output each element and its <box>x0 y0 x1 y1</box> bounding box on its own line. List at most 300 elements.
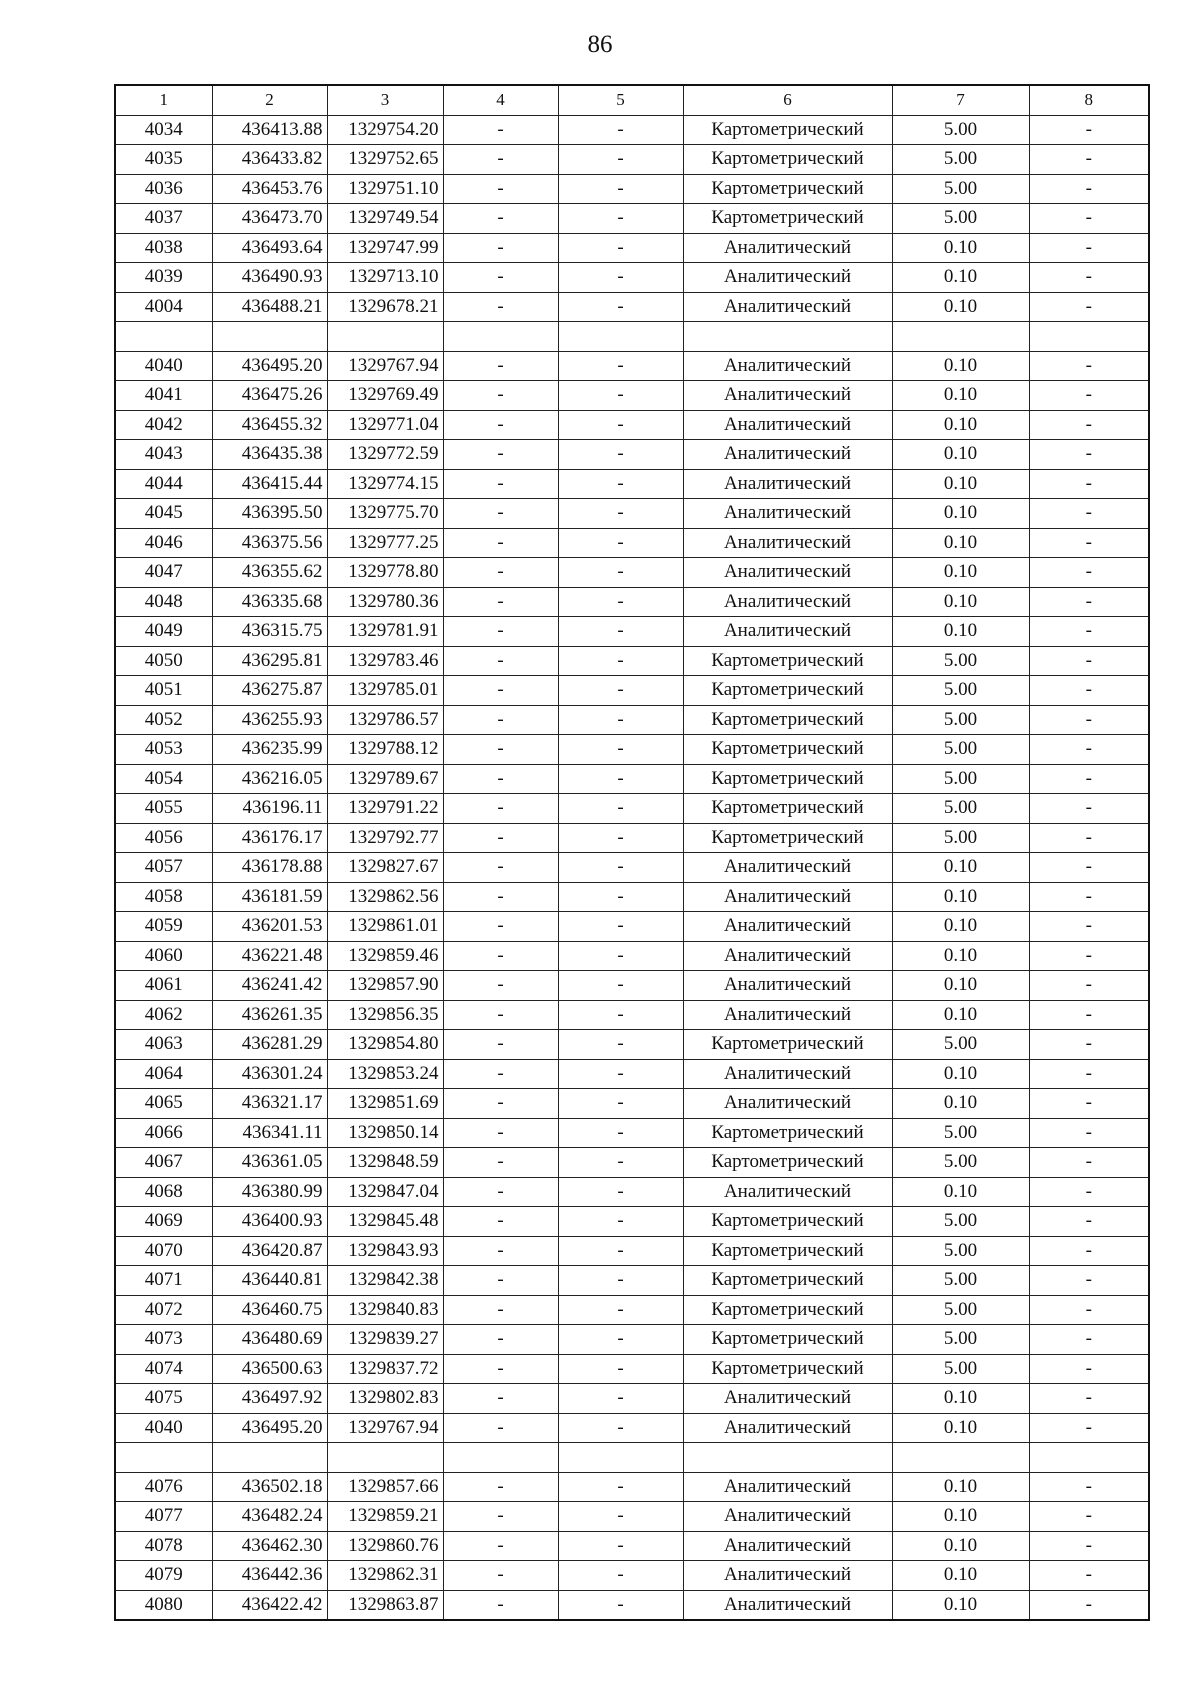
y-coordinate-cell <box>327 322 443 352</box>
accuracy-cell: 5.00 <box>892 1295 1029 1325</box>
column-4-cell: - <box>443 1177 558 1207</box>
column-4-cell: - <box>443 1502 558 1532</box>
x-coordinate-cell: 436181.59 <box>212 882 327 912</box>
x-coordinate-cell: 436275.87 <box>212 676 327 706</box>
column-header: 5 <box>558 85 683 115</box>
method-cell: Картометрический <box>683 1354 892 1384</box>
y-coordinate-cell: 1329789.67 <box>327 764 443 794</box>
method-cell: Аналитический <box>683 617 892 647</box>
table-blank-row <box>115 322 1149 352</box>
point-number-cell: 4044 <box>115 469 212 499</box>
table-row <box>115 941 1149 971</box>
table-row <box>115 823 1149 853</box>
column-5-cell: - <box>558 971 683 1001</box>
column-5-cell: - <box>558 1295 683 1325</box>
x-coordinate-cell: 436495.20 <box>212 1413 327 1443</box>
y-coordinate-cell: 1329747.99 <box>327 233 443 263</box>
table-row <box>115 381 1149 411</box>
column-4-cell: - <box>443 1590 558 1620</box>
column-8-cell <box>1029 1443 1149 1473</box>
point-number-cell: 4062 <box>115 1000 212 1030</box>
column-5-cell: - <box>558 381 683 411</box>
x-coordinate-cell: 436497.92 <box>212 1384 327 1414</box>
column-5-cell: - <box>558 1207 683 1237</box>
accuracy-cell: 5.00 <box>892 115 1029 145</box>
y-coordinate-cell: 1329860.76 <box>327 1531 443 1561</box>
y-coordinate-cell: 1329843.93 <box>327 1236 443 1266</box>
point-number-cell: 4054 <box>115 764 212 794</box>
point-number-cell: 4072 <box>115 1295 212 1325</box>
x-coordinate-cell: 436216.05 <box>212 764 327 794</box>
point-number-cell <box>115 1443 212 1473</box>
table-row <box>115 1148 1149 1178</box>
accuracy-cell: 5.00 <box>892 174 1029 204</box>
accuracy-cell: 0.10 <box>892 853 1029 883</box>
method-cell <box>683 1443 892 1473</box>
column-5-cell: - <box>558 1590 683 1620</box>
point-number-cell: 4050 <box>115 646 212 676</box>
column-4-cell: - <box>443 823 558 853</box>
column-4-cell: - <box>443 1148 558 1178</box>
column-8-cell: - <box>1029 174 1149 204</box>
method-cell: Картометрический <box>683 1118 892 1148</box>
y-coordinate-cell: 1329859.46 <box>327 941 443 971</box>
point-number-cell: 4048 <box>115 587 212 617</box>
x-coordinate-cell: 436475.26 <box>212 381 327 411</box>
point-number-cell: 4076 <box>115 1472 212 1502</box>
accuracy-cell: 0.10 <box>892 1089 1029 1119</box>
accuracy-cell: 0.10 <box>892 558 1029 588</box>
table-row <box>115 469 1149 499</box>
accuracy-cell: 5.00 <box>892 646 1029 676</box>
column-5-cell: - <box>558 1384 683 1414</box>
column-4-cell: - <box>443 1266 558 1296</box>
column-5-cell: - <box>558 499 683 529</box>
column-header: 8 <box>1029 85 1149 115</box>
column-8-cell: - <box>1029 1354 1149 1384</box>
x-coordinate-cell: 436235.99 <box>212 735 327 765</box>
column-4-cell: - <box>443 410 558 440</box>
point-number-cell: 4051 <box>115 676 212 706</box>
method-cell: Картометрический <box>683 1295 892 1325</box>
y-coordinate-cell <box>327 1443 443 1473</box>
column-5-cell: - <box>558 233 683 263</box>
table-row <box>115 1590 1149 1620</box>
point-number-cell: 4045 <box>115 499 212 529</box>
y-coordinate-cell: 1329847.04 <box>327 1177 443 1207</box>
x-coordinate-cell: 436500.63 <box>212 1354 327 1384</box>
column-5-cell: - <box>558 882 683 912</box>
column-8-cell: - <box>1029 882 1149 912</box>
y-coordinate-cell: 1329752.65 <box>327 145 443 175</box>
column-4-cell: - <box>443 528 558 558</box>
column-5-cell: - <box>558 204 683 234</box>
table-row <box>115 1472 1149 1502</box>
y-coordinate-cell: 1329775.70 <box>327 499 443 529</box>
accuracy-cell: 5.00 <box>892 1207 1029 1237</box>
x-coordinate-cell: 436462.30 <box>212 1531 327 1561</box>
method-cell: Картометрический <box>683 705 892 735</box>
column-8-cell: - <box>1029 1384 1149 1414</box>
page-number: 86 <box>587 31 613 58</box>
point-number-cell: 4040 <box>115 1413 212 1443</box>
accuracy-cell: 0.10 <box>892 1000 1029 1030</box>
accuracy-cell: 0.10 <box>892 971 1029 1001</box>
point-number-cell: 4079 <box>115 1561 212 1591</box>
method-cell: Аналитический <box>683 410 892 440</box>
column-5-cell: - <box>558 676 683 706</box>
column-8-cell: - <box>1029 941 1149 971</box>
y-coordinate-cell: 1329751.10 <box>327 174 443 204</box>
coordinates-table <box>114 84 1150 1621</box>
x-coordinate-cell: 436482.24 <box>212 1502 327 1532</box>
column-5-cell: - <box>558 558 683 588</box>
method-cell: Картометрический <box>683 145 892 175</box>
y-coordinate-cell: 1329771.04 <box>327 410 443 440</box>
y-coordinate-cell: 1329862.56 <box>327 882 443 912</box>
point-number-cell: 4049 <box>115 617 212 647</box>
column-5-cell: - <box>558 1148 683 1178</box>
table-row <box>115 528 1149 558</box>
table-row <box>115 1000 1149 1030</box>
method-cell: Аналитический <box>683 912 892 942</box>
column-4-cell: - <box>443 1059 558 1089</box>
column-5-cell: - <box>558 1531 683 1561</box>
column-4-cell: - <box>443 941 558 971</box>
column-8-cell: - <box>1029 764 1149 794</box>
x-coordinate-cell: 436341.11 <box>212 1118 327 1148</box>
column-8-cell: - <box>1029 263 1149 293</box>
column-8-cell: - <box>1029 1089 1149 1119</box>
accuracy-cell: 5.00 <box>892 794 1029 824</box>
column-4-cell: - <box>443 263 558 293</box>
table-row <box>115 676 1149 706</box>
accuracy-cell: 0.10 <box>892 882 1029 912</box>
accuracy-cell: 5.00 <box>892 1148 1029 1178</box>
x-coordinate-cell: 436420.87 <box>212 1236 327 1266</box>
y-coordinate-cell: 1329851.69 <box>327 1089 443 1119</box>
table-row <box>115 1118 1149 1148</box>
table-row <box>115 1177 1149 1207</box>
column-4-cell: - <box>443 1413 558 1443</box>
y-coordinate-cell: 1329854.80 <box>327 1030 443 1060</box>
column-4-cell: - <box>443 204 558 234</box>
accuracy-cell: 5.00 <box>892 1266 1029 1296</box>
point-number-cell: 4039 <box>115 263 212 293</box>
table-blank-row <box>115 1443 1149 1473</box>
y-coordinate-cell: 1329856.35 <box>327 1000 443 1030</box>
column-5-cell <box>558 1443 683 1473</box>
accuracy-cell: 0.10 <box>892 1177 1029 1207</box>
y-coordinate-cell: 1329857.66 <box>327 1472 443 1502</box>
method-cell: Картометрический <box>683 1325 892 1355</box>
x-coordinate-cell: 436241.42 <box>212 971 327 1001</box>
table-row <box>115 912 1149 942</box>
column-8-cell: - <box>1029 617 1149 647</box>
x-coordinate-cell: 436455.32 <box>212 410 327 440</box>
column-4-cell: - <box>443 1089 558 1119</box>
method-cell: Картометрический <box>683 764 892 794</box>
table-row <box>115 1295 1149 1325</box>
column-4-cell: - <box>443 1531 558 1561</box>
coordinates-table-container <box>114 84 1148 1621</box>
x-coordinate-cell: 436473.70 <box>212 204 327 234</box>
accuracy-cell: 0.10 <box>892 941 1029 971</box>
column-5-cell: - <box>558 1118 683 1148</box>
point-number-cell: 4058 <box>115 882 212 912</box>
x-coordinate-cell: 436395.50 <box>212 499 327 529</box>
accuracy-cell: 5.00 <box>892 1236 1029 1266</box>
x-coordinate-cell: 436196.11 <box>212 794 327 824</box>
column-4-cell: - <box>443 705 558 735</box>
column-5-cell: - <box>558 617 683 647</box>
column-4-cell: - <box>443 1207 558 1237</box>
column-8-cell: - <box>1029 351 1149 381</box>
column-4-cell: - <box>443 912 558 942</box>
column-8-cell: - <box>1029 1236 1149 1266</box>
y-coordinate-cell: 1329769.49 <box>327 381 443 411</box>
x-coordinate-cell: 436315.75 <box>212 617 327 647</box>
column-4-cell: - <box>443 174 558 204</box>
column-8-cell: - <box>1029 1148 1149 1178</box>
accuracy-cell: 5.00 <box>892 1325 1029 1355</box>
point-number-cell: 4075 <box>115 1384 212 1414</box>
table-row <box>115 1266 1149 1296</box>
column-4-cell: - <box>443 853 558 883</box>
accuracy-cell: 0.10 <box>892 1531 1029 1561</box>
y-coordinate-cell: 1329785.01 <box>327 676 443 706</box>
y-coordinate-cell: 1329859.21 <box>327 1502 443 1532</box>
table-row <box>115 1384 1149 1414</box>
table-row <box>115 440 1149 470</box>
accuracy-cell <box>892 1443 1029 1473</box>
x-coordinate-cell <box>212 1443 327 1473</box>
point-number-cell: 4078 <box>115 1531 212 1561</box>
column-5-cell: - <box>558 1354 683 1384</box>
accuracy-cell: 0.10 <box>892 617 1029 647</box>
point-number-cell: 4063 <box>115 1030 212 1060</box>
y-coordinate-cell: 1329802.83 <box>327 1384 443 1414</box>
table-row <box>115 1325 1149 1355</box>
column-8-cell: - <box>1029 233 1149 263</box>
table-body <box>115 115 1149 1620</box>
method-cell: Аналитический <box>683 558 892 588</box>
accuracy-cell: 0.10 <box>892 912 1029 942</box>
point-number-cell: 4064 <box>115 1059 212 1089</box>
method-cell: Аналитический <box>683 381 892 411</box>
column-8-cell: - <box>1029 912 1149 942</box>
accuracy-cell: 0.10 <box>892 263 1029 293</box>
column-4-cell: - <box>443 1384 558 1414</box>
column-5-cell: - <box>558 1236 683 1266</box>
column-5-cell: - <box>558 1472 683 1502</box>
accuracy-cell: 0.10 <box>892 1413 1029 1443</box>
table-row <box>115 233 1149 263</box>
x-coordinate-cell: 436440.81 <box>212 1266 327 1296</box>
table-row <box>115 174 1149 204</box>
x-coordinate-cell: 436493.64 <box>212 233 327 263</box>
column-4-cell: - <box>443 971 558 1001</box>
column-4-cell: - <box>443 351 558 381</box>
x-coordinate-cell: 436495.20 <box>212 351 327 381</box>
accuracy-cell <box>892 322 1029 352</box>
column-5-cell: - <box>558 1030 683 1060</box>
column-8-cell: - <box>1029 1177 1149 1207</box>
point-number-cell: 4055 <box>115 794 212 824</box>
x-coordinate-cell: 436281.29 <box>212 1030 327 1060</box>
accuracy-cell: 5.00 <box>892 705 1029 735</box>
point-number-cell: 4035 <box>115 145 212 175</box>
table-row <box>115 646 1149 676</box>
x-coordinate-cell: 436435.38 <box>212 440 327 470</box>
point-number-cell: 4036 <box>115 174 212 204</box>
column-4-cell: - <box>443 145 558 175</box>
x-coordinate-cell <box>212 322 327 352</box>
column-8-cell: - <box>1029 1590 1149 1620</box>
column-8-cell: - <box>1029 410 1149 440</box>
method-cell: Аналитический <box>683 292 892 322</box>
point-number-cell: 4034 <box>115 115 212 145</box>
table-header-row <box>115 85 1149 115</box>
column-8-cell: - <box>1029 1413 1149 1443</box>
accuracy-cell: 0.10 <box>892 1384 1029 1414</box>
accuracy-cell: 0.10 <box>892 292 1029 322</box>
column-8-cell: - <box>1029 1118 1149 1148</box>
accuracy-cell: 0.10 <box>892 1590 1029 1620</box>
x-coordinate-cell: 436176.17 <box>212 823 327 853</box>
point-number-cell: 4056 <box>115 823 212 853</box>
column-8-cell: - <box>1029 558 1149 588</box>
column-5-cell: - <box>558 1000 683 1030</box>
column-8-cell: - <box>1029 1561 1149 1591</box>
accuracy-cell: 0.10 <box>892 587 1029 617</box>
table-row <box>115 1030 1149 1060</box>
point-number-cell: 4047 <box>115 558 212 588</box>
x-coordinate-cell: 436460.75 <box>212 1295 327 1325</box>
table-row <box>115 1207 1149 1237</box>
y-coordinate-cell: 1329840.83 <box>327 1295 443 1325</box>
column-4-cell: - <box>443 1561 558 1591</box>
column-5-cell: - <box>558 469 683 499</box>
method-cell: Аналитический <box>683 1000 892 1030</box>
column-5-cell: - <box>558 1502 683 1532</box>
y-coordinate-cell: 1329788.12 <box>327 735 443 765</box>
column-8-cell: - <box>1029 1030 1149 1060</box>
column-8-cell: - <box>1029 115 1149 145</box>
point-number-cell: 4060 <box>115 941 212 971</box>
x-coordinate-cell: 436335.68 <box>212 587 327 617</box>
column-5-cell: - <box>558 440 683 470</box>
x-coordinate-cell: 436442.36 <box>212 1561 327 1591</box>
column-8-cell: - <box>1029 1266 1149 1296</box>
point-number-cell: 4040 <box>115 351 212 381</box>
point-number-cell: 4067 <box>115 1148 212 1178</box>
column-8-cell: - <box>1029 440 1149 470</box>
y-coordinate-cell: 1329778.80 <box>327 558 443 588</box>
point-number-cell: 4043 <box>115 440 212 470</box>
method-cell: Аналитический <box>683 528 892 558</box>
column-8-cell: - <box>1029 705 1149 735</box>
column-5-cell: - <box>558 646 683 676</box>
accuracy-cell: 5.00 <box>892 735 1029 765</box>
point-number-cell: 4068 <box>115 1177 212 1207</box>
column-4-cell: - <box>443 381 558 411</box>
method-cell: Аналитический <box>683 263 892 293</box>
column-8-cell: - <box>1029 292 1149 322</box>
table-row <box>115 1354 1149 1384</box>
column-4-cell: - <box>443 617 558 647</box>
table-row <box>115 1413 1149 1443</box>
method-cell: Аналитический <box>683 971 892 1001</box>
y-coordinate-cell: 1329842.38 <box>327 1266 443 1296</box>
y-coordinate-cell: 1329839.27 <box>327 1325 443 1355</box>
x-coordinate-cell: 436433.82 <box>212 145 327 175</box>
point-number-cell: 4065 <box>115 1089 212 1119</box>
point-number-cell: 4073 <box>115 1325 212 1355</box>
column-8-cell: - <box>1029 735 1149 765</box>
point-number-cell: 4070 <box>115 1236 212 1266</box>
method-cell: Картометрический <box>683 1030 892 1060</box>
y-coordinate-cell: 1329786.57 <box>327 705 443 735</box>
table-row <box>115 292 1149 322</box>
accuracy-cell: 5.00 <box>892 764 1029 794</box>
accuracy-cell: 5.00 <box>892 204 1029 234</box>
x-coordinate-cell: 436413.88 <box>212 115 327 145</box>
point-number-cell: 4074 <box>115 1354 212 1384</box>
method-cell: Аналитический <box>683 1413 892 1443</box>
y-coordinate-cell: 1329861.01 <box>327 912 443 942</box>
x-coordinate-cell: 436453.76 <box>212 174 327 204</box>
column-4-cell: - <box>443 499 558 529</box>
column-5-cell: - <box>558 705 683 735</box>
method-cell: Картометрический <box>683 174 892 204</box>
column-5-cell: - <box>558 735 683 765</box>
column-8-cell: - <box>1029 469 1149 499</box>
accuracy-cell: 0.10 <box>892 233 1029 263</box>
accuracy-cell: 0.10 <box>892 351 1029 381</box>
point-number-cell: 4046 <box>115 528 212 558</box>
point-number-cell: 4061 <box>115 971 212 1001</box>
method-cell: Аналитический <box>683 233 892 263</box>
method-cell: Аналитический <box>683 1089 892 1119</box>
x-coordinate-cell: 436422.42 <box>212 1590 327 1620</box>
point-number-cell: 4052 <box>115 705 212 735</box>
column-5-cell: - <box>558 1266 683 1296</box>
column-5-cell: - <box>558 1413 683 1443</box>
x-coordinate-cell: 436261.35 <box>212 1000 327 1030</box>
column-5-cell: - <box>558 941 683 971</box>
method-cell: Аналитический <box>683 1561 892 1591</box>
y-coordinate-cell: 1329754.20 <box>327 115 443 145</box>
column-8-cell: - <box>1029 1000 1149 1030</box>
column-4-cell: - <box>443 233 558 263</box>
method-cell: Картометрический <box>683 115 892 145</box>
column-4-cell: - <box>443 1325 558 1355</box>
accuracy-cell: 5.00 <box>892 1030 1029 1060</box>
y-coordinate-cell: 1329863.87 <box>327 1590 443 1620</box>
table-row <box>115 1236 1149 1266</box>
table-row <box>115 705 1149 735</box>
column-8-cell: - <box>1029 499 1149 529</box>
column-4-cell: - <box>443 1236 558 1266</box>
y-coordinate-cell: 1329781.91 <box>327 617 443 647</box>
column-4-cell: - <box>443 1000 558 1030</box>
column-8-cell: - <box>1029 646 1149 676</box>
column-5-cell: - <box>558 764 683 794</box>
column-8-cell: - <box>1029 794 1149 824</box>
y-coordinate-cell: 1329678.21 <box>327 292 443 322</box>
x-coordinate-cell: 436502.18 <box>212 1472 327 1502</box>
